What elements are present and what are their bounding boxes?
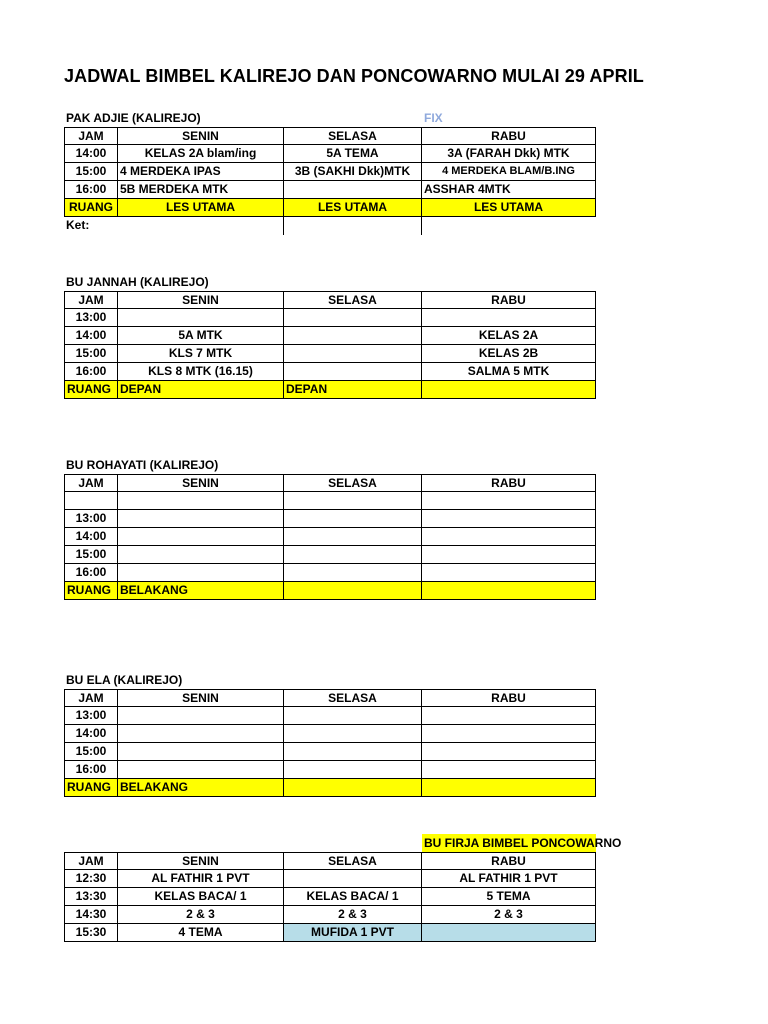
schedule-table-jannah xyxy=(64,291,596,399)
cell-jam: 13:00 xyxy=(64,309,118,327)
header-rabu: RABU xyxy=(422,127,596,145)
ruang-senin: DEPAN xyxy=(118,381,284,399)
cell-jam: 14:00 xyxy=(64,528,118,546)
cell-selasa xyxy=(284,327,422,345)
header-selasa: SELASA xyxy=(284,291,422,309)
cell-rabu xyxy=(422,564,596,582)
ruang-rabu: LES UTAMA xyxy=(422,199,596,217)
header-selasa: SELASA xyxy=(284,852,422,870)
ruang-rabu xyxy=(422,381,596,399)
cell-jam: 14:00 xyxy=(64,327,118,345)
ruang-label: RUANG xyxy=(64,381,118,399)
header-senin: SENIN xyxy=(118,689,284,707)
cell-rabu xyxy=(422,492,596,510)
cell-selasa: 2 & 3 xyxy=(284,906,422,924)
schedule-table-adjie xyxy=(64,127,596,235)
cell-jam: 16:00 xyxy=(64,564,118,582)
cell-jam: 13:00 xyxy=(64,510,118,528)
page-title: JADWAL BIMBEL KALIREJO DAN PONCOWARNO MULAI 29 APRIL xyxy=(64,66,644,86)
header-selasa: SELASA xyxy=(284,127,422,145)
cell-jam: 14:30 xyxy=(64,906,118,924)
cell-selasa xyxy=(284,345,422,363)
cell-selasa: MUFIDA 1 PVT xyxy=(284,924,422,942)
cell-senin: 5A MTK xyxy=(118,327,284,345)
teacher-label-rohayati: BU ROHAYATI (KALIREJO) xyxy=(66,458,219,472)
cell-selasa xyxy=(284,546,422,564)
cell-senin xyxy=(118,743,284,761)
fix-status: FIX xyxy=(424,111,443,125)
cell-jam: 16:00 xyxy=(64,761,118,779)
schedule-table-rohayati xyxy=(64,474,596,600)
cell-selasa xyxy=(284,707,422,725)
cell-senin: KELAS BACA/ 1 xyxy=(118,888,284,906)
cell-rabu: SALMA 5 MTK xyxy=(422,363,596,381)
header-senin: SENIN xyxy=(118,291,284,309)
cell-senin xyxy=(118,492,284,510)
teacher-label-ela: BU ELA (KALIREJO) xyxy=(66,673,183,687)
header-senin: SENIN xyxy=(118,127,284,145)
cell-senin xyxy=(118,564,284,582)
teacher-label-jannah: BU JANNAH (KALIREJO) xyxy=(66,275,209,289)
cell-selasa xyxy=(284,564,422,582)
ruang-label: RUANG xyxy=(64,582,118,600)
ruang-senin: BELAKANG xyxy=(118,582,284,600)
ruang-selasa: DEPAN xyxy=(284,381,422,399)
header-senin: SENIN xyxy=(118,474,284,492)
cell-rabu: 5 TEMA xyxy=(422,888,596,906)
header-jam: JAM xyxy=(64,127,118,145)
cell-senin xyxy=(118,309,284,327)
cell-senin: 5B MERDEKA MTK xyxy=(118,181,284,199)
cell-rabu xyxy=(422,743,596,761)
ket-cell xyxy=(284,217,422,235)
cell-selasa: 5A TEMA xyxy=(284,145,422,163)
cell-senin xyxy=(118,546,284,564)
cell-selasa xyxy=(284,743,422,761)
ruang-senin: BELAKANG xyxy=(118,779,284,797)
cell-selasa xyxy=(284,870,422,888)
cell-senin: 4 TEMA xyxy=(118,924,284,942)
header-rabu: RABU xyxy=(422,291,596,309)
cell-rabu: KELAS 2A xyxy=(422,327,596,345)
header-jam: JAM xyxy=(64,689,118,707)
cell-jam: 12:30 xyxy=(64,870,118,888)
cell-selasa xyxy=(284,510,422,528)
cell-senin xyxy=(118,707,284,725)
cell-selasa xyxy=(284,725,422,743)
cell-senin: KLS 7 MTK xyxy=(118,345,284,363)
cell-senin xyxy=(118,725,284,743)
cell-selasa xyxy=(284,309,422,327)
header-selasa: SELASA xyxy=(284,689,422,707)
cell-rabu: 4 MERDEKA BLAM/B.ING xyxy=(422,163,596,181)
cell-senin xyxy=(118,528,284,546)
ruang-selasa: LES UTAMA xyxy=(284,199,422,217)
cell-selasa xyxy=(284,181,422,199)
cell-senin xyxy=(118,510,284,528)
header-senin: SENIN xyxy=(118,852,284,870)
cell-senin: KELAS 2A blam/ing xyxy=(118,145,284,163)
ruang-rabu xyxy=(422,582,596,600)
teacher-label-firja: BU FIRJA BIMBEL PONCOWARNO xyxy=(424,836,622,850)
header-rabu: RABU xyxy=(422,852,596,870)
cell-rabu: ASSHAR 4MTK xyxy=(422,181,596,199)
cell-jam: 14:00 xyxy=(64,145,118,163)
ruang-senin: LES UTAMA xyxy=(118,199,284,217)
cell-jam xyxy=(64,492,118,510)
cell-jam: 13:00 xyxy=(64,707,118,725)
cell-senin: 2 & 3 xyxy=(118,906,284,924)
cell-rabu xyxy=(422,761,596,779)
cell-rabu xyxy=(422,510,596,528)
cell-selasa xyxy=(284,761,422,779)
cell-selasa xyxy=(284,363,422,381)
cell-selasa: KELAS BACA/ 1 xyxy=(284,888,422,906)
ket-cell xyxy=(118,217,284,235)
cell-rabu: 2 & 3 xyxy=(422,906,596,924)
header-rabu: RABU xyxy=(422,474,596,492)
cell-senin: 4 MERDEKA IPAS xyxy=(118,163,284,181)
cell-selasa xyxy=(284,492,422,510)
cell-rabu xyxy=(422,528,596,546)
cell-selasa: 3B (SAKHI Dkk)MTK xyxy=(284,163,422,181)
ruang-selasa xyxy=(284,779,422,797)
cell-jam: 15:00 xyxy=(64,345,118,363)
cell-senin: KLS 8 MTK (16.15) xyxy=(118,363,284,381)
ket-cell xyxy=(422,217,596,235)
cell-rabu: 3A (FARAH Dkk) MTK xyxy=(422,145,596,163)
ruang-label: RUANG xyxy=(64,779,118,797)
header-jam: JAM xyxy=(64,474,118,492)
cell-rabu xyxy=(422,309,596,327)
cell-jam: 15:00 xyxy=(64,546,118,564)
teacher-label-adjie: PAK ADJIE (KALIREJO) xyxy=(66,111,201,125)
cell-rabu: KELAS 2B xyxy=(422,345,596,363)
cell-rabu xyxy=(422,924,596,942)
ruang-rabu xyxy=(422,779,596,797)
cell-rabu xyxy=(422,725,596,743)
cell-jam: 15:30 xyxy=(64,924,118,942)
cell-jam: 14:00 xyxy=(64,725,118,743)
schedule-table-firja xyxy=(64,852,596,942)
cell-jam: 16:00 xyxy=(64,181,118,199)
cell-selasa xyxy=(284,528,422,546)
header-jam: JAM xyxy=(64,852,118,870)
ruang-selasa xyxy=(284,582,422,600)
header-rabu: RABU xyxy=(422,689,596,707)
cell-jam: 15:00 xyxy=(64,163,118,181)
cell-rabu xyxy=(422,707,596,725)
cell-rabu: AL FATHIR 1 PVT xyxy=(422,870,596,888)
cell-senin xyxy=(118,761,284,779)
ruang-label: RUANG xyxy=(64,199,118,217)
cell-jam: 15:00 xyxy=(64,743,118,761)
cell-senin: AL FATHIR 1 PVT xyxy=(118,870,284,888)
schedule-table-ela xyxy=(64,689,596,797)
ket-label: Ket: xyxy=(66,218,90,232)
header-selasa: SELASA xyxy=(284,474,422,492)
cell-jam: 16:00 xyxy=(64,363,118,381)
header-jam: JAM xyxy=(64,291,118,309)
cell-rabu xyxy=(422,546,596,564)
cell-jam: 13:30 xyxy=(64,888,118,906)
